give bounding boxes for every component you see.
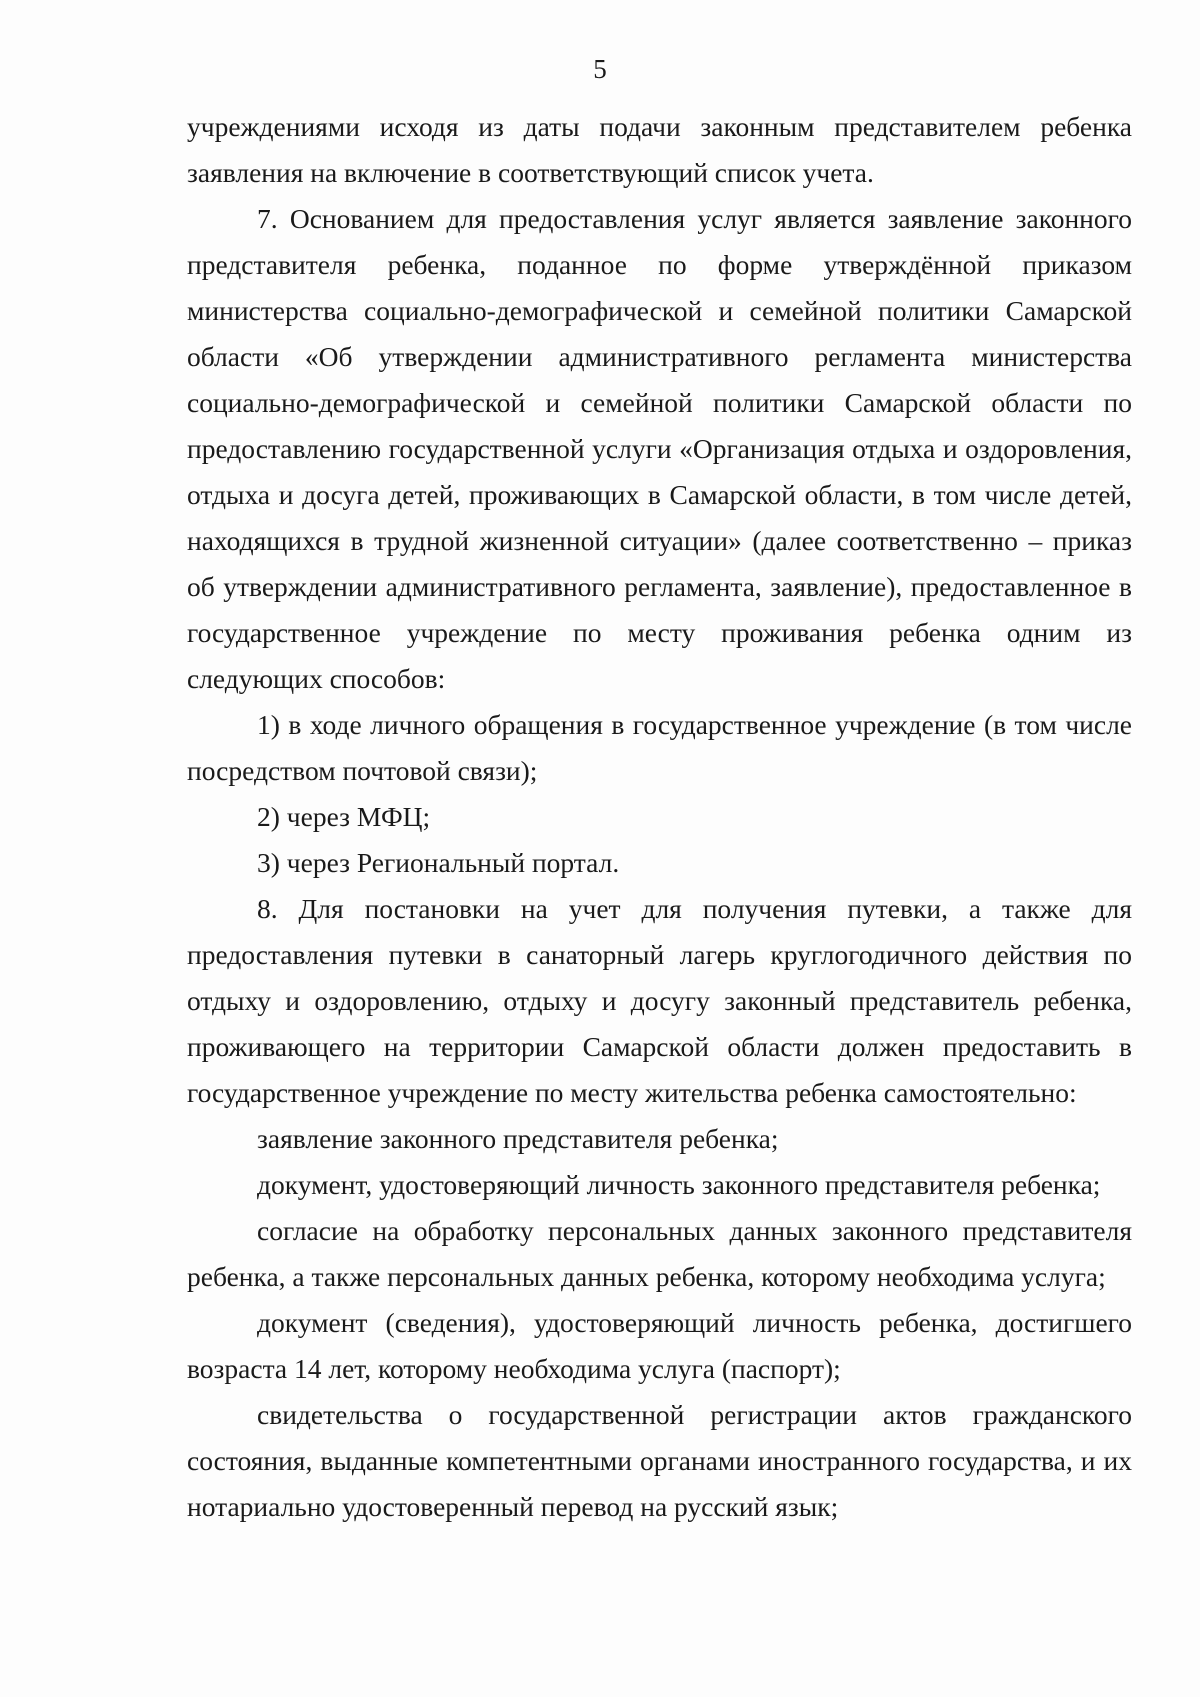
list-item-method-1: 1) в ходе личного обращения в государственное учреждение (в том числе посредством почтовой связи); <box>187 709 1132 786</box>
list-item-document-consent: согласие на обработку персональных данных законного представителя ребенка, а также персональных данных ребенка, которому необходима услуга; <box>187 1215 1132 1292</box>
page-number: 5 <box>593 54 607 84</box>
paragraph-item-7: 7. Основанием для предоставления услуг является заявление законного представителя ребенка, поданное по форме утверждённой приказом министерства социально-демографической и семейной политики Самарской области «Об утверждении административного регламента министерства социально-демографической и семейной политики Самарской области по предоставлению государственной услуги «Организация отдыха и оздоровления, отдыха и досуга детей, проживающих в Самарской области, в том числе детей, находящихся в трудной жизненной ситуации» (далее соответственно – приказ об утверждении административного регламента, заявление), предоставленное в государственное учреждение по месту проживания ребенка одним из следующих способов: <box>187 203 1132 694</box>
paragraph-item-8: 8. Для постановки на учет для получения путевки, а также для предоставления путевки в санаторный лагерь круглогодичного действия по отдыху и оздоровлению, отдыху и досугу законный представитель ребенка, проживающего на территории Самарской области должен предоставить в государственное учреждение по месту жительства ребенка самостоятельно: <box>187 893 1132 1108</box>
list-item-document-child-id: документ (сведения), удостоверяющий личность ребенка, достигшего возраста 14 лет, которому необходима услуга (паспорт); <box>187 1307 1132 1384</box>
list-item-document-representative-id: документ, удостоверяющий личность законного представителя ребенка; <box>257 1169 1101 1200</box>
list-item-document-certificates: свидетельства о государственной регистрации актов гражданского состояния, выданные компетентными органами иностранного государства, и их нотариально удостоверенный перевод на русский язык; <box>187 1399 1132 1522</box>
list-item-document-application: заявление законного представителя ребенка; <box>257 1123 779 1154</box>
list-item-method-3: 3) через Региональный портал. <box>257 847 620 878</box>
document-body <box>187 104 1132 1530</box>
paragraph-continuation: учреждениями исходя из даты подачи законным представителем ребенка заявления на включение в соответствующий список учета. <box>187 111 1132 188</box>
list-item-method-2: 2) через МФЦ; <box>257 801 431 832</box>
